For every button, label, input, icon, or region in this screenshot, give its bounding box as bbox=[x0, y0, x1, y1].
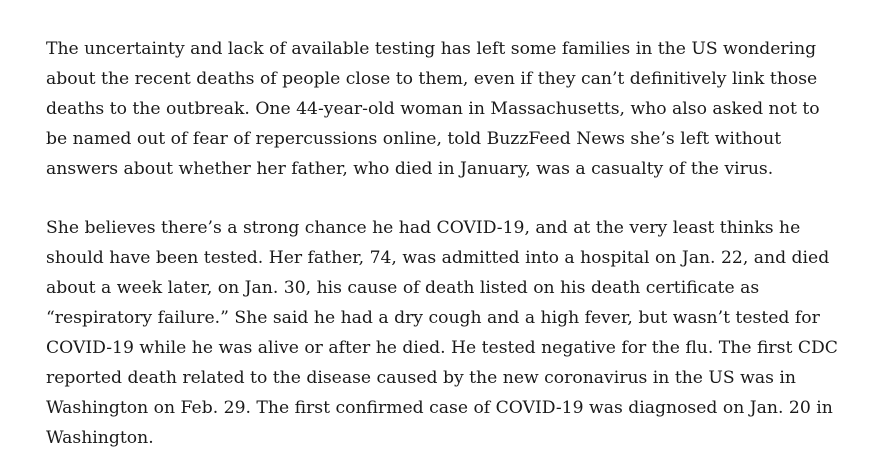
paragraph-line: reported death related to the disease caused by the new coronavirus in the US was in bbox=[46, 368, 796, 388]
paragraph-2 bbox=[46, 213, 846, 453]
paragraph-line: The uncertainty and lack of available testing has left some families in the US wondering bbox=[46, 39, 817, 59]
paragraph-line: “respiratory failure.” She said he had a dry cough and a high fever, but wasn’t tested for bbox=[46, 308, 820, 328]
paragraph-line: should have been tested. Her father, 74, was admitted into a hospital on Jan. 22, and died bbox=[46, 248, 830, 268]
paragraph-line: She believes there’s a strong chance he had COVID-19, and at the very least thinks he bbox=[46, 218, 801, 238]
paragraph-line: COVID-19 while he was alive or after he died. He tested negative for the flu. The first CDC bbox=[46, 338, 838, 358]
paragraph-line: about a week later, on Jan. 30, his cause of death listed on his death certificate as bbox=[46, 278, 760, 298]
paragraph-1 bbox=[46, 34, 846, 184]
article-body bbox=[46, 34, 846, 453]
paragraph-line: Washington on Feb. 29. The first confirmed case of COVID-19 was diagnosed on Jan. 20 in bbox=[46, 398, 833, 418]
paragraph-line: be named out of fear of repercussions online, told BuzzFeed News she’s left without bbox=[46, 129, 782, 149]
paragraph-line: answers about whether her father, who died in January, was a casualty of the virus. bbox=[46, 159, 774, 179]
paragraph-line: Washington. bbox=[46, 428, 154, 448]
paragraph-line: deaths to the outbreak. One 44-year-old woman in Massachusetts, who also asked not to bbox=[46, 99, 820, 119]
paragraph-line: about the recent deaths of people close to them, even if they can’t definitively link those bbox=[46, 69, 818, 89]
